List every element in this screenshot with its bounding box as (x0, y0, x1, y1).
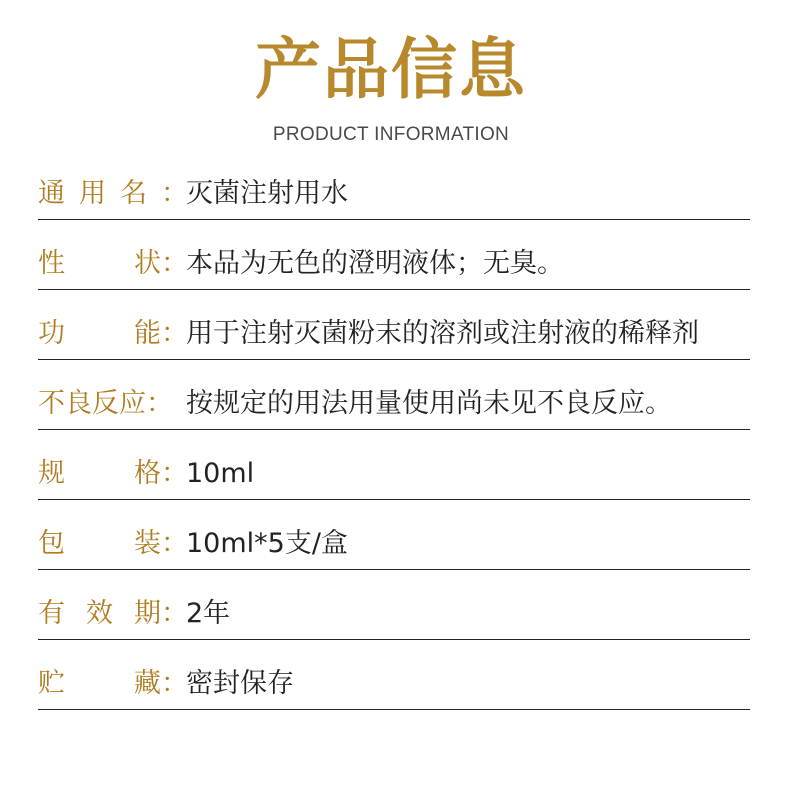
info-row-value: 10ml*5支/盒 (186, 528, 348, 559)
info-row-label: 规 格： (38, 458, 188, 489)
info-row-value: 按规定的用法用量使用尚未见不良反应。 (186, 388, 672, 419)
info-row-label: 包 装： (38, 528, 188, 559)
info-row-function (38, 290, 750, 360)
info-row-common-name (38, 150, 750, 220)
info-row-specification (38, 430, 750, 500)
info-row-label: 有 效 期： (38, 598, 188, 629)
info-row-label: 贮 藏： (38, 668, 188, 699)
info-row-value: 密封保存 (186, 668, 294, 699)
info-row-validity (38, 570, 750, 640)
page-subtitle: PRODUCT INFORMATION (272, 124, 510, 145)
info-row-label: 不良反应： (38, 388, 173, 419)
info-table (38, 150, 750, 710)
info-row-label: 功 能： (38, 318, 188, 349)
page-title: 产品信息 (255, 31, 527, 108)
info-row-adverse-reactions (38, 360, 750, 430)
info-row-package (38, 500, 750, 570)
info-row-value: 本品为无色的澄明液体；无臭。 (186, 248, 564, 279)
info-row-value: 灭菌注射用水 (186, 178, 348, 209)
info-row-character (38, 220, 750, 290)
info-row-label: 性 状： (38, 248, 188, 279)
info-row-value: 用于注射灭菌粉末的溶剂或注射液的稀释剂 (186, 318, 699, 349)
info-row-value: 10ml (186, 458, 255, 489)
info-row-value: 2年 (186, 598, 231, 629)
info-row-storage (38, 640, 750, 710)
info-row-label: 通 用 名 ： (38, 178, 188, 209)
